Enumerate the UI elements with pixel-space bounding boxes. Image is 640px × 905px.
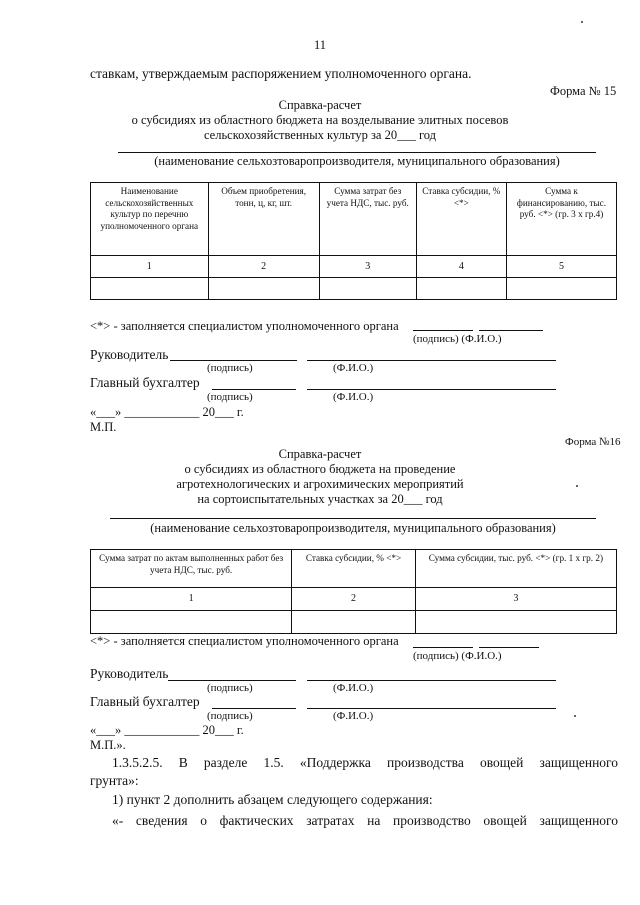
form15-title: Справка-расчет — [278, 98, 362, 112]
form16-empty-cell — [415, 611, 616, 634]
form15-header-culture: Наименование сельскохозяйственных культур по перечню уполномоченного органа — [91, 183, 209, 256]
form15-col-number: 3 — [319, 256, 416, 278]
form16-header-costs: Сумма затрат по актам выполненных работ без учета НДС, тыс. руб. — [91, 550, 292, 588]
form16-footnote-fio-line — [479, 647, 539, 648]
form15-accountant-sign-caption: (подпись) — [207, 391, 253, 403]
form16-footnote: <*> - заполняется специалистом уполномоченного органа — [90, 634, 399, 648]
form16-head-sign-caption: (подпись) — [207, 682, 253, 694]
form15-subtitle-1: о субсидиях из областного бюджета на возделывание элитных посевов — [131, 113, 509, 127]
form16-empty-cell — [91, 611, 292, 634]
form16-accountant-fio-line — [307, 708, 556, 709]
form15-col-number: 4 — [416, 256, 506, 278]
scan-speck — [581, 21, 583, 23]
form15-date: «___» ____________ 20___ г. — [90, 405, 244, 419]
form16-title: Справка-расчет — [278, 447, 362, 461]
bottom-paragraph-1-line-2: грунта»: — [90, 773, 139, 788]
form16-header-rate: Ставка субсидии, % <*> — [292, 550, 416, 588]
form16-col-number: 2 — [292, 588, 416, 611]
form15-head-sign-line — [170, 360, 297, 361]
bottom-paragraph-1-line-1: 1.3.5.2.5. В разделе 1.5. «Поддержка производства овощей защищенного — [112, 755, 618, 770]
form15-table — [90, 182, 617, 300]
form16-head-sign-line — [168, 680, 296, 681]
form16-col-number: 1 — [91, 588, 292, 611]
form15-footnote-fio-line — [479, 330, 543, 331]
form15-header-rate: Ставка субсидии, % <*> — [416, 183, 506, 256]
form15-accountant-fio-caption: (Ф.И.О.) — [333, 391, 374, 403]
form15-name-line — [118, 152, 596, 153]
form15-subtitle-2: сельскохозяйственных культур за 20___ год — [203, 128, 437, 142]
form15-footnote-sign-caption: (подпись) (Ф.И.О.) — [413, 333, 502, 345]
form16-stamp-place: М.П.». — [90, 738, 126, 752]
form15-col-number: 2 — [208, 256, 319, 278]
form15-empty-cell — [319, 278, 416, 300]
form16-head-label: Руководитель — [90, 666, 169, 681]
form15-empty-cell — [506, 278, 616, 300]
form15-accountant-label: Главный бухгалтер — [90, 375, 200, 390]
form16-subtitle-3: на сортоиспытательных участках за 20___ год — [197, 492, 443, 506]
form15-stamp-place: М.П. — [90, 420, 117, 434]
form15-footnote-sign-line — [413, 330, 473, 331]
form15-label: Форма № 15 — [550, 84, 617, 98]
form16-table — [90, 549, 617, 634]
form16-accountant-sign-caption: (подпись) — [207, 710, 253, 722]
form16-date: «___» ____________ 20___ г. — [90, 723, 244, 737]
form15-footnote: <*> - заполняется специалистом уполномоченного органа — [90, 319, 399, 333]
form15-header-costs: Сумма затрат без учета НДС, тыс. руб. — [319, 183, 416, 256]
form16-name-line — [110, 518, 596, 519]
form16-subtitle-1: о субсидиях из областного бюджета на проведение — [184, 462, 456, 476]
form15-name-caption: (наименование сельхозтоваропроизводителя, муниципального образования) — [154, 154, 560, 168]
form16-header-amount: Сумма субсидии, тыс. руб. <*> (гр. 1 х гр. 2) — [415, 550, 616, 588]
scan-speck — [574, 715, 576, 717]
form15-head-fio-line — [307, 360, 556, 361]
form16-subtitle-2: агротехнологических и агрохимических мероприятий — [176, 477, 464, 491]
form15-col-number: 5 — [506, 256, 616, 278]
form15-col-number: 1 — [91, 256, 209, 278]
form16-footnote-sign-line — [413, 647, 473, 648]
scan-speck — [576, 485, 578, 487]
form15-head-label: Руководитель — [90, 347, 169, 362]
form16-footnote-sign-caption: (подпись) (Ф.И.О.) — [413, 650, 502, 662]
continuation-text: ставкам, утверждаемым распоряжением уполномоченного органа. — [90, 66, 472, 81]
form15-empty-cell — [416, 278, 506, 300]
page-number: 11 — [313, 38, 327, 52]
form15-accountant-sign-line — [212, 389, 296, 390]
form16-head-fio-line — [307, 680, 556, 681]
bottom-paragraph-2: 1) пункт 2 дополнить абзацем следующего содержания: — [112, 792, 433, 807]
form15-head-sign-caption: (подпись) — [207, 362, 253, 374]
form15-empty-cell — [91, 278, 209, 300]
form15-empty-cell — [208, 278, 319, 300]
form16-accountant-label: Главный бухгалтер — [90, 694, 200, 709]
form16-accountant-fio-caption: (Ф.И.О.) — [333, 710, 374, 722]
form15-head-fio-caption: (Ф.И.О.) — [333, 362, 374, 374]
form15-header-volume: Объем приобретения, тонн, ц, кг, шт. — [208, 183, 319, 256]
form15-header-amount: Сумма к финансированию, тыс. руб. <*> (гр. 3 х гр.4) — [506, 183, 616, 256]
bottom-paragraph-3: «- сведения о фактических затратах на производство овощей защищенного — [112, 813, 618, 828]
form16-accountant-sign-line — [212, 708, 296, 709]
form16-col-number: 3 — [415, 588, 616, 611]
form16-empty-cell — [292, 611, 416, 634]
form16-head-fio-caption: (Ф.И.О.) — [333, 682, 374, 694]
form15-accountant-fio-line — [307, 389, 556, 390]
form16-label: Форма №16 — [565, 436, 621, 448]
form16-name-caption: (наименование сельхозтоваропроизводителя, муниципального образования) — [150, 521, 556, 535]
